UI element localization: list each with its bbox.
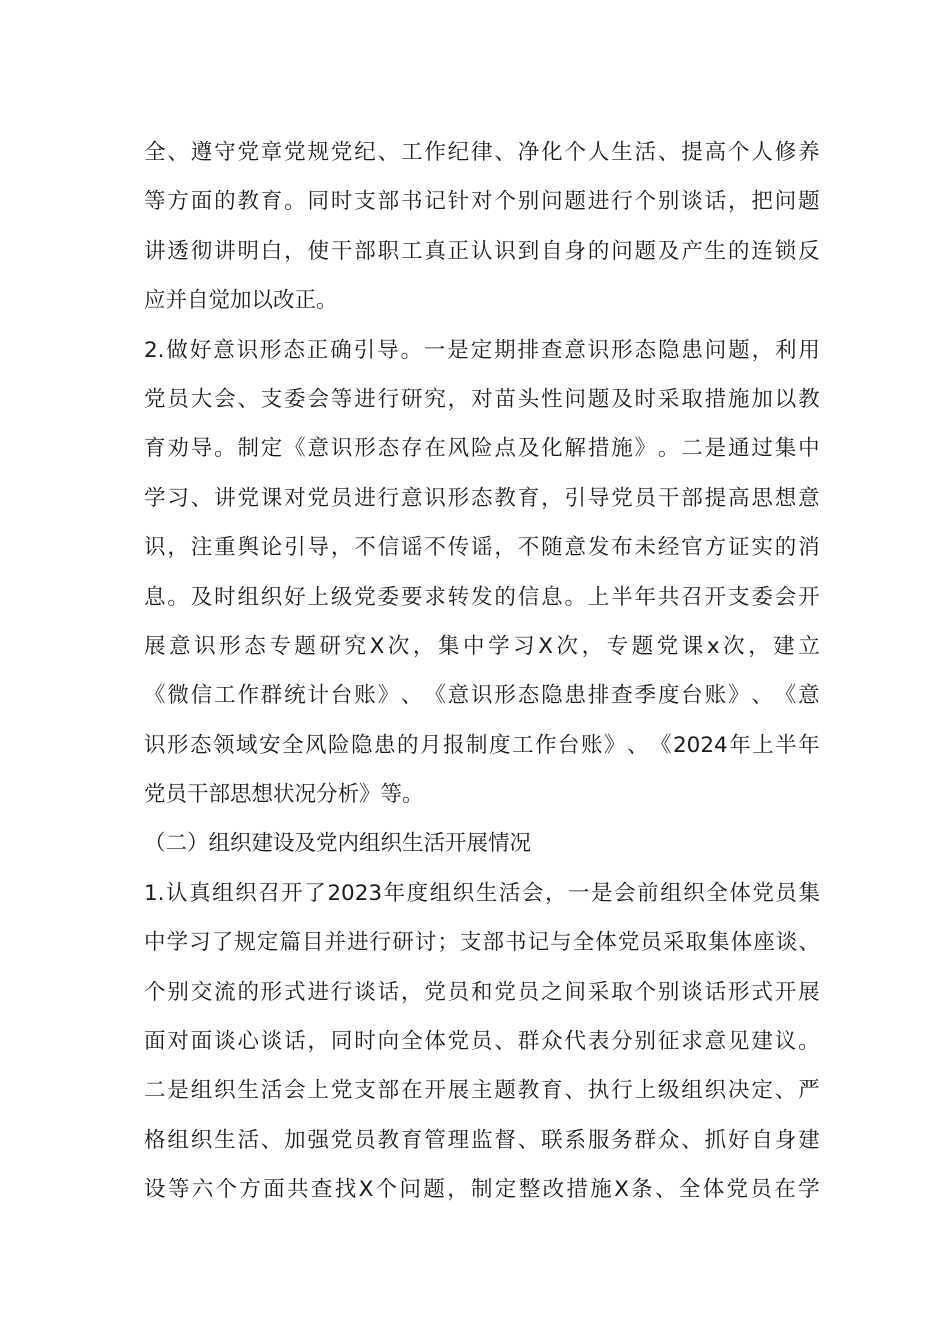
text-line: 息 。 及 时 组 织 好 上 级 党 委 要 求 转 发 的 信 息 。 上 半 年 共 召 开 支 委 会 开 xyxy=(144,584,820,610)
text-line: 学 习 、 讲 党 课 对 党 员 进 行 意 识 形 态 教 育 ， 引 导 党 员 干 部 提 高 思 想 意 xyxy=(144,485,820,511)
text-line: 格 组 织 生 活 、 加 强 党 员 教 育 管 理 监 督 、 联 系 服 务 群 众 、 抓 好 自 身 建 xyxy=(144,1127,820,1153)
text-line: 识 ， 注 重 舆 论 引 导 ， 不 信 谣 不 传 谣 ， 不 随 意 发 布 未 经 官 方 证 实 的 消 xyxy=(144,535,820,561)
text-line: 展 意 识 形 态 专 题 研 究 X 次 ， 集 中 学 习 X 次 ， 专 题 党 课 x 次 ， 建 立 xyxy=(144,633,820,659)
text-line: 全 、 遵 守 党 章 党 规 党 纪 、 工 作 纪 律 、 净 化 个 人 生 活 、 提 高 个 人 修 养 xyxy=(144,140,820,165)
text-line: 党员干部思想状况分析》等。 xyxy=(144,782,424,808)
text-line: 育 劝 导 。 制 定 《 意 识 形 态 存 在 风 险 点 及 化 解 措 施 》 。 二 是 通 过 集 中 xyxy=(144,436,820,462)
text-line: 识 形 态 领 域 安 全 风 险 隐 患 的 月 报 制 度 工 作 台 账 》 、 《 2024 年 上 半 年 xyxy=(144,732,820,758)
body-text xyxy=(144,128,820,1215)
text-line: 2. 做 好 意 识 形 态 正 确 引 导 。 一 是 定 期 排 查 意 识 形 态 隐 患 问 题 ， 利 用 xyxy=(144,337,820,363)
text-line: 中 学 习 了 规 定 篇 目 并 进 行 研 讨 ； 支 部 书 记 与 全 体 党 员 采 取 集 体 座 谈 、 xyxy=(144,930,820,956)
section-heading: （二）组织建设及党内组织生活开展情况 xyxy=(144,831,532,857)
text-line: 讲 透 彻 讲 明 白 ， 使 干 部 职 工 真 正 认 识 到 自 身 的 问 题 及 产 生 的 连 锁 反 xyxy=(144,238,820,264)
text-line: 等 方 面 的 教 育 。 同 时 支 部 书 记 针 对 个 别 问 题 进 行 个 别 谈 话 ， 把 问 题 xyxy=(144,189,820,215)
text-line: 设 等 六 个 方 面 共 查 找 X 个 问 题 ， 制 定 整 改 措 施 X 条 、 全 体 党 员 在 学 xyxy=(144,1177,820,1203)
text-line: 二 是 组 织 生 活 会 上 党 支 部 在 开 展 主 题 教 育 、 执 行 上 级 组 织 决 定 、 严 xyxy=(144,1078,820,1104)
text-line: 面 对 面 谈 心 谈 话 ， 同 时 向 全 体 党 员 、 群 众 代 表 分 别 征 求 意 见 建 议 。 xyxy=(144,1029,820,1055)
text-line: 1. 认 真 组 织 召 开 了 2023 年 度 组 织 生 活 会 ， 一 是 会 前 组 织 全 体 党 员 集 xyxy=(144,880,820,906)
text-line: 党 员 大 会 、 支 委 会 等 进 行 研 究 ， 对 苗 头 性 问 题 及 时 采 取 措 施 加 以 教 xyxy=(144,386,820,412)
text-line: 个 别 交 流 的 形 式 进 行 谈 话 ， 党 员 和 党 员 之 间 采 取 个 别 谈 话 形 式 开 展 xyxy=(144,979,820,1005)
text-line: 应并自觉加以改正。 xyxy=(144,288,338,314)
text-line: 《 微 信 工 作 群 统 计 台 账 》 、 《 意 识 形 态 隐 患 排 查 季 度 台 账 》 、 《 意 xyxy=(144,683,820,709)
